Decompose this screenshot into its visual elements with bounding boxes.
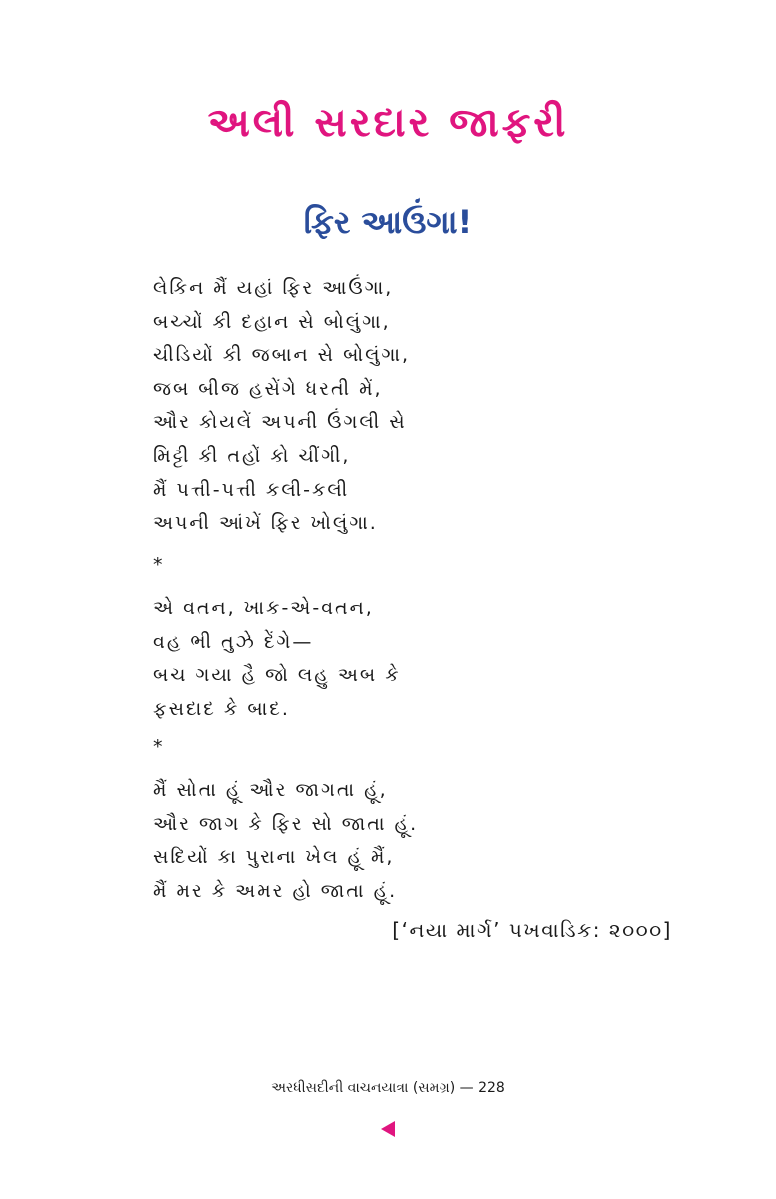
poem-line: લેકિન મૈં યહાં ફિર આઉંગા,: [153, 277, 394, 299]
stanza-2: [153, 592, 401, 726]
poem-line: ચીડિયોં કી જબાન સે બોલુંગા,: [153, 344, 411, 367]
poem-line: ઔર કોયલેં અપની ઉંગલી સે: [153, 411, 407, 434]
poem-line: બચ્ચોં કી દહાન સે બોલુંગા,: [153, 310, 391, 333]
poem-line: સદિયોં કા પુરાના ખેલ હૂં મૈં,: [153, 846, 395, 869]
source-citation: [‘નયા માર્ગ’ પખવાડિક: ૨૦૦૦]: [392, 918, 672, 942]
author-name: અલી સરદાર જાફરી: [207, 100, 569, 146]
poem-line: ફસદાદ કે બાદ.: [153, 697, 290, 720]
poem-title: ફિર આઉંગા!: [303, 203, 473, 241]
stanza-separator: *: [153, 554, 163, 576]
poem-line: ઔર જાગ કે ફિર સો જાતા હૂં.: [153, 812, 419, 835]
poem-line: બચ ગયા હૈ જો લહુ અબ કે: [153, 664, 401, 687]
poem-line: અપની આંખેં ફિર ખોલુંગા.: [153, 512, 378, 535]
stanza-separator: *: [153, 736, 163, 758]
page-footer: અરધીસદીની વાચનયાત્રા (સમગ્ર) — 228: [271, 1080, 505, 1096]
stanza-1: [153, 272, 410, 541]
poem-line: મિટ્ટી કી તહોં કો ચીંગી,: [153, 444, 351, 467]
poem-line: વહ ભી તુઝે દેંગે—: [153, 630, 314, 653]
previous-page-arrow-icon[interactable]: [380, 1120, 396, 1138]
poem-line: એ વતન, ખાક-એ-વતન,: [153, 597, 374, 619]
poem-line: મૈં સોતા હૂં ઔર જાગતા હૂં,: [153, 779, 388, 801]
poem-line: મૈં મર કે અમર હો જાતા હૂં.: [153, 879, 398, 902]
poem-line: મૈં પત્તી-પત્તી કલી-કલી: [153, 478, 350, 501]
stanza-3: [153, 774, 418, 908]
poem-line: જબ બીજ હસેંગે ધરતી મેં,: [153, 377, 383, 400]
